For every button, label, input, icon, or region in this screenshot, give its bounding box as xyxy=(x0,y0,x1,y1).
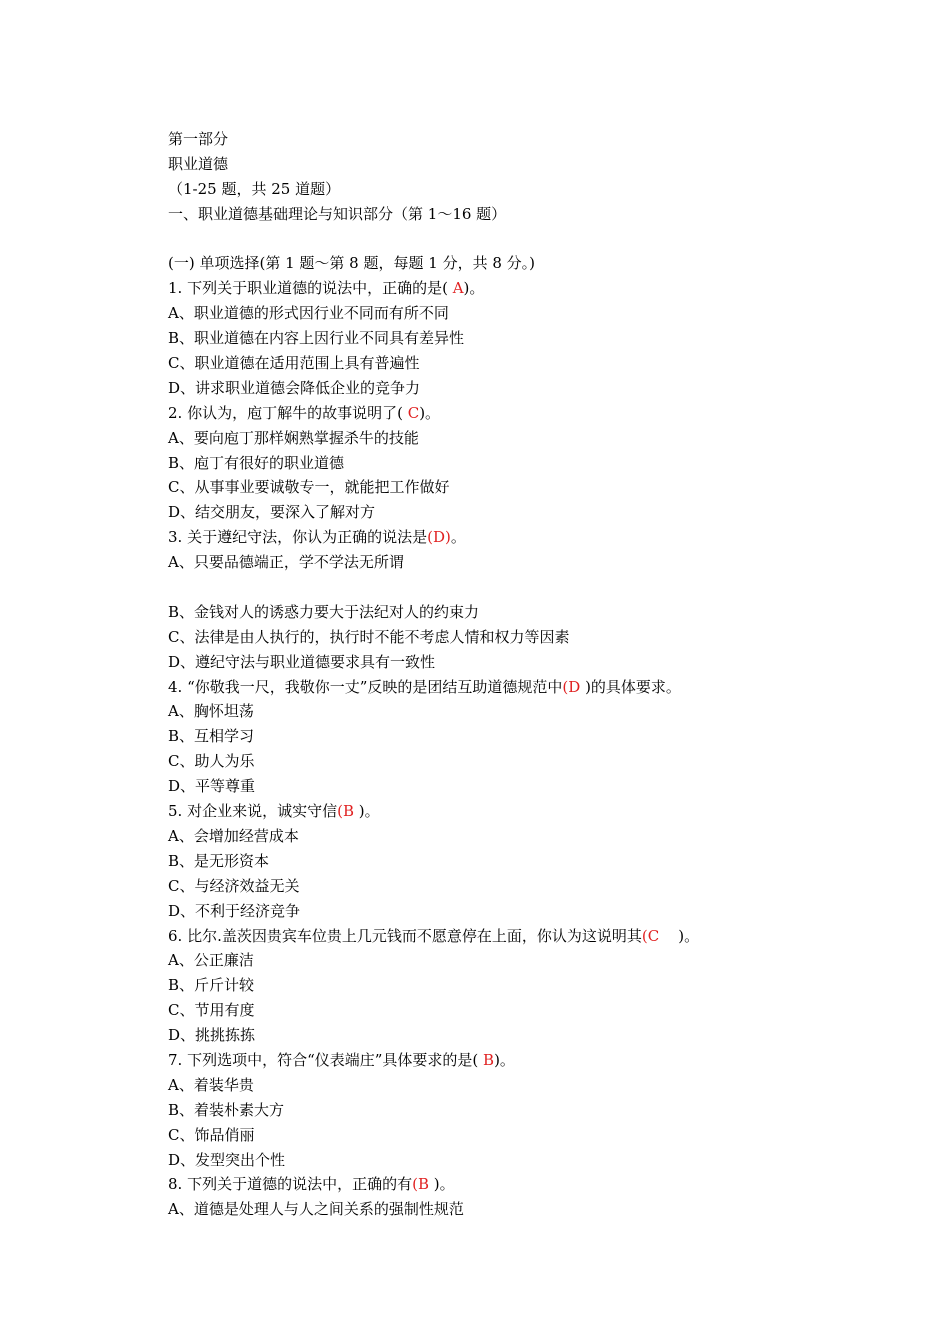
option: A、只要品德端正，学不学法无所谓 xyxy=(168,553,404,572)
option: D、平等尊重 xyxy=(168,777,256,796)
subject-heading: 职业道德 xyxy=(168,154,229,173)
question-3: 3. 关于遵纪守法，你认为正确的说法是(D)。 xyxy=(168,528,466,547)
option: A、会增加经营成本 xyxy=(168,826,299,845)
option: C、从事事业要诚敬专一，就能把工作做好 xyxy=(168,478,450,497)
option: A、职业道德的形式因行业不同而有所不同 xyxy=(168,304,449,323)
answer-5: (B xyxy=(337,802,359,821)
option: A、道德是处理人与人之间关系的强制性规范 xyxy=(168,1200,464,1219)
option: C、职业道德在适用范围上具有普遍性 xyxy=(168,354,420,373)
question-6: 6. 比尔.盖茨因贵宾车位贵上几元钱而不愿意停在上面，你认为这说明其(C )。 xyxy=(168,926,700,945)
option: B、金钱对人的诱惑力要大于法纪对人的约束力 xyxy=(168,602,480,621)
option: D、挑挑拣拣 xyxy=(168,1026,256,1045)
answer-1: A xyxy=(452,279,464,298)
question-5: 5. 对企业来说，诚实守信(B )。 xyxy=(168,802,380,821)
option: B、着装朴素大方 xyxy=(168,1100,285,1119)
option: D、遵纪守法与职业道德要求具有一致性 xyxy=(168,652,436,671)
option: C、助人为乐 xyxy=(168,752,255,771)
option: D、结交朋友，要深入了解对方 xyxy=(168,503,376,522)
answer-4: (D xyxy=(562,677,586,696)
option: D、讲求职业道德会降低企业的竞争力 xyxy=(168,378,421,397)
question-4: 4. “你敬我一尺，我敬你一丈”反映的是团结互助道德规范中(D )的具体要求。 xyxy=(168,677,681,696)
option: B、斤斤计较 xyxy=(168,976,255,995)
option: C、与经济效益无关 xyxy=(168,876,300,895)
option: A、公正廉洁 xyxy=(168,951,254,970)
option: D、发型突出个性 xyxy=(168,1150,286,1169)
answer-2: C xyxy=(407,403,420,422)
option: A、着装华贵 xyxy=(168,1075,254,1094)
blank-line xyxy=(168,575,868,600)
option: C、节用有度 xyxy=(168,1001,255,1020)
question-8: 8. 下列关于道德的说法中，正确的有(B )。 xyxy=(168,1175,455,1194)
option: A、胸怀坦荡 xyxy=(168,702,254,721)
option: C、饰品俏丽 xyxy=(168,1125,255,1144)
option: B、职业道德在内容上因行业不同具有差异性 xyxy=(168,329,465,348)
part-heading: 第一部分 xyxy=(168,130,229,148)
option: D、不利于经济竞争 xyxy=(168,901,301,920)
answer-8: (B xyxy=(412,1175,434,1194)
option: A、要向庖丁那样娴熟掌握杀牛的技能 xyxy=(168,428,419,447)
question-7: 7. 下列选项中，符合“仪表端庄”具体要求的是( B)。 xyxy=(168,1050,515,1069)
answer-6: (C xyxy=(641,926,660,945)
option: B、是无形资本 xyxy=(168,851,270,870)
subsection-heading: (一) 单项选择(第 1 题～第 8 题，每题 1 分，共 8 分。) xyxy=(168,254,535,273)
answer-3: (D) xyxy=(427,528,451,547)
answer-7: B xyxy=(483,1050,495,1069)
section-heading: 一、职业道德基础理论与知识部分（第 1～16 题） xyxy=(168,204,507,223)
question-1: 1. 下列关于职业道德的说法中，正确的是( A)。 xyxy=(168,279,485,298)
option: B、庖丁有很好的职业道德 xyxy=(168,453,345,472)
option: C、法律是由人执行的，执行时不能不考虑人情和权力等因素 xyxy=(168,627,570,646)
document-page xyxy=(168,127,868,1222)
question-range: （1-25 题，共 25 道题） xyxy=(168,179,341,198)
blank-line xyxy=(168,227,868,252)
question-2: 2. 你认为，庖丁解牛的故事说明了( C)。 xyxy=(168,403,441,422)
option: B、互相学习 xyxy=(168,727,255,746)
